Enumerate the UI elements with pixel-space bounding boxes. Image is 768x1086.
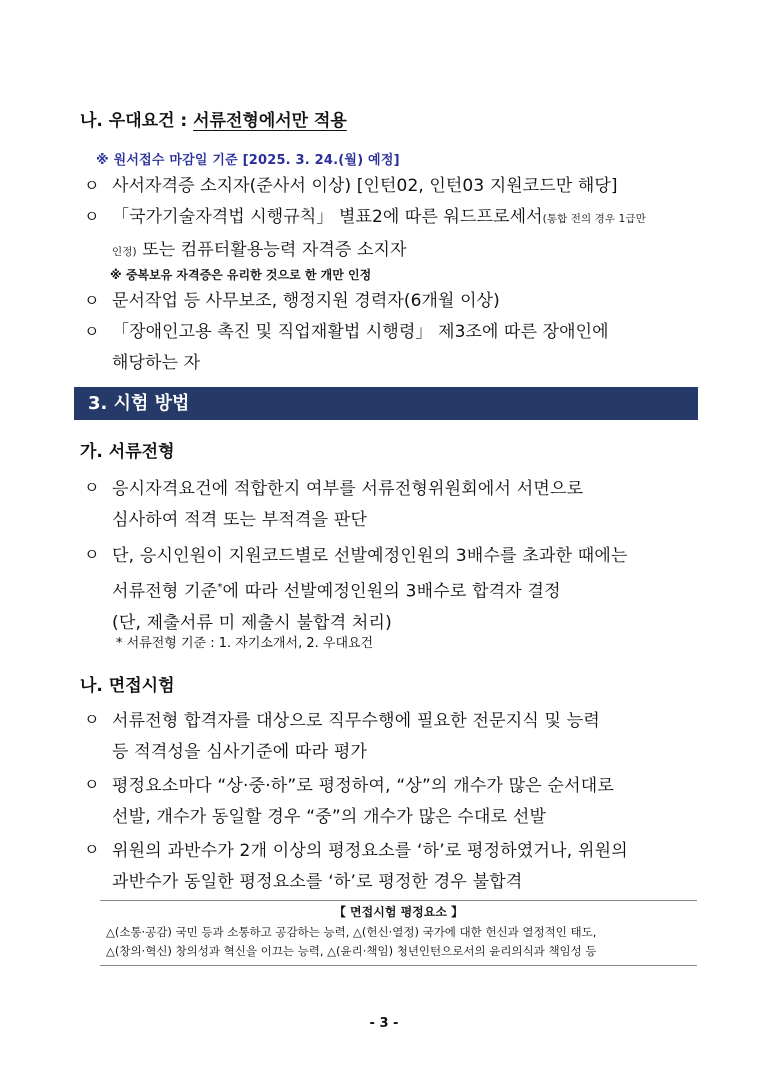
- preference-heading-underlined: 서류전형에서만 적용: [193, 111, 347, 131]
- footnote-marker: *: [217, 582, 223, 593]
- preference-heading-prefix: 나. 우대요건 :: [80, 111, 194, 131]
- bullet-circle: ㅇ: [84, 545, 100, 564]
- preference-item-2-cont: 또는 컴퓨터활용능력 자격증 소지자: [136, 240, 407, 260]
- interview-item-1: [84, 706, 704, 768]
- preference-item-3: [84, 287, 704, 315]
- evaluation-line-2: △(창의·혁신) 창의성과 혁신을 이끄는 능력, △(윤리·책임) 청년인턴으로서의 윤리의식과 책임성 등: [106, 944, 597, 958]
- preference-item-3-text: 문서작업 등 사무보조, 행정지원 경력자(6개월 이상): [112, 291, 500, 311]
- screening-item-2: [84, 541, 704, 639]
- screening-item-2-line3: (단, 제출서류 미 제출시 불합격 처리): [112, 612, 392, 633]
- interview-item-2: [84, 771, 704, 833]
- preference-item-1: [84, 172, 704, 200]
- preference-item-4: [84, 318, 704, 377]
- preference-item-2: [84, 203, 704, 266]
- preference-item-4-line2: 해당하는 자: [112, 353, 201, 373]
- interview-item-3-line2: 과반수가 동일한 평정요소를 ‘하’로 평정한 경우 불합격: [112, 872, 523, 892]
- evaluation-line-1: △(소통·공감) 국민 등과 소통하고 공감하는 능력, △(헌신·열정) 국가에 대한 헌신과 열정적인 태도,: [106, 925, 597, 939]
- bullet-circle: ㅇ: [84, 207, 100, 226]
- evaluation-box-title: 【 면접시험 평정요소 】: [333, 905, 464, 919]
- screening-item-2-line2-b: 에 따라 선발예정인원의 3배수로 합격자 결정: [222, 581, 561, 602]
- interview-item-2-line2: 선발, 개수가 동일할 경우 “중”의 개수가 많은 수대로 선발: [112, 807, 547, 827]
- screening-item-1: [84, 474, 704, 536]
- preference-item-1-text: 사서자격증 소지자(준사서 이상) [인턴02, 인턴03 지원코드만 해당]: [112, 176, 618, 196]
- interview-item-2-line1: 평정요소마다 “상·중·하”로 평정하여, “상”의 개수가 많은 순서대로: [112, 776, 615, 796]
- bullet-circle: ㅇ: [84, 291, 100, 310]
- screening-item-2-line1: 단, 응시인원이 지원코드별로 선발예정인원의 3배수를 초과한 때에는: [112, 546, 628, 566]
- preference-item-2-small-a: (통합 전의 경우 1급만: [542, 213, 646, 225]
- interview-heading: 나. 면접시험: [80, 676, 175, 696]
- deadline-notice: ※ 원서접수 마감일 기준 [2025. 3. 24.(월) 예정]: [96, 153, 400, 168]
- preference-item-2-small-b: 인정): [112, 246, 137, 258]
- bullet-circle: ㅇ: [84, 478, 100, 497]
- screening-item-1-line1: 응시자격요건에 적합한지 여부를 서류전형위원회에서 서면으로: [112, 479, 584, 499]
- interview-evaluation-box: [100, 900, 697, 966]
- preference-heading: [80, 106, 347, 131]
- document-screening-heading: 가. 서류전형: [80, 442, 175, 462]
- preference-item-4-line1: 「장애인고용 촉진 및 직업재활법 시행령」 제3조에 따른 장애인에: [112, 322, 609, 342]
- interview-item-1-line1: 서류전형 합격자를 대상으로 직무수행에 필요한 전문지식 및 능력: [112, 711, 601, 731]
- bullet-circle: ㅇ: [84, 710, 100, 729]
- bullet-circle: ㅇ: [84, 176, 100, 195]
- duplicate-cert-note: ※ 중복보유 자격증은 유리한 것으로 한 개만 인정: [110, 268, 372, 282]
- interview-item-3-line1: 위원의 과반수가 2개 이상의 평정요소를 ‘하’로 평정하였거나, 위원의: [112, 841, 628, 861]
- bullet-circle: ㅇ: [84, 322, 100, 341]
- interview-item-1-line2: 등 적격성을 심사기준에 따라 평가: [112, 742, 368, 762]
- bullet-circle: ㅇ: [84, 775, 100, 794]
- page-number: - 3 -: [369, 1016, 399, 1031]
- preference-item-2-main: 「국가기술자격법 시행규칙」 별표2에 따른 워드프로세서: [112, 207, 543, 227]
- bullet-circle: ㅇ: [84, 840, 100, 859]
- screening-item-2-line2-a: 서류전형 기준: [112, 581, 218, 602]
- screening-criteria-footnote: * 서류전형 기준 : 1. 자기소개서, 2. 우대요건: [116, 636, 374, 651]
- interview-item-3: [84, 836, 704, 898]
- section-3-title-bar: 3. 시험 방법: [74, 387, 698, 420]
- screening-item-1-line2: 심사하여 적격 또는 부적격을 판단: [112, 510, 368, 530]
